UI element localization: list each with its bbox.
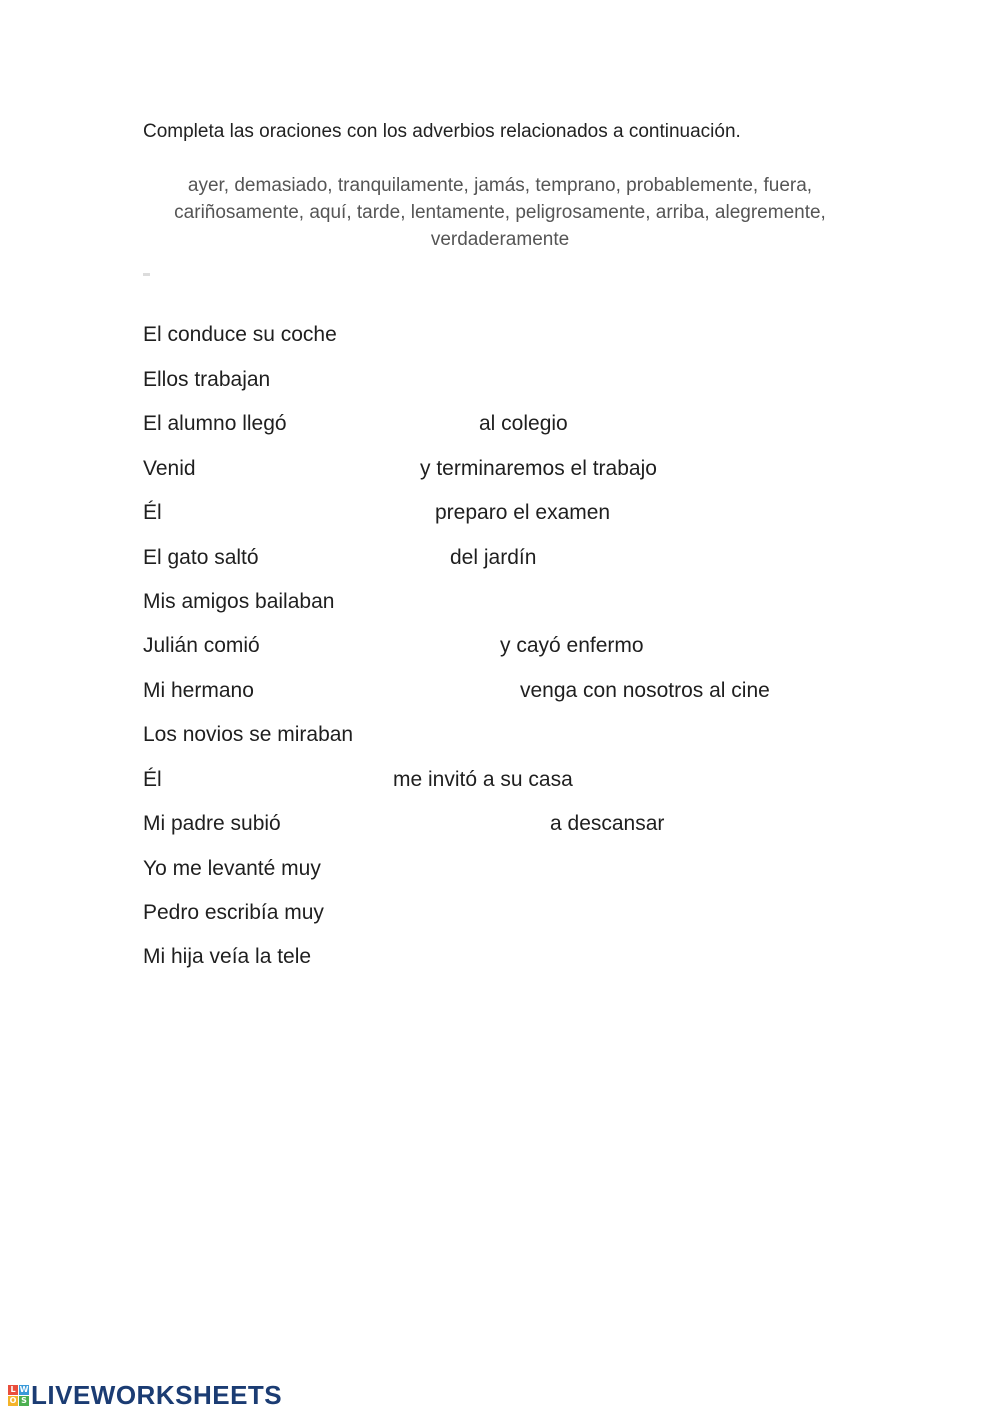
word-bank <box>150 172 850 253</box>
answer-gap[interactable] <box>173 768 385 794</box>
answer-gap[interactable] <box>271 679 511 705</box>
sentence-row <box>143 454 903 484</box>
decorative-mark <box>143 273 150 276</box>
sentence-row <box>143 898 903 928</box>
sentence-row <box>143 587 903 617</box>
sentence-row <box>143 854 903 884</box>
sentence-row <box>143 676 903 706</box>
logo-tile: S <box>19 1396 29 1406</box>
sentence-row <box>143 320 903 350</box>
sentence-row <box>143 498 903 528</box>
sentence-start: Él <box>143 501 162 524</box>
sentence-row <box>143 942 903 972</box>
logo-text: LIVEWORKSHEETS <box>31 1379 283 1410</box>
word-bank-line-1: ayer, demasiado, tranquilamente, jamás, temprano, probablemente, fuera, <box>187 175 813 196</box>
sentence-end: y terminaremos el trabajo <box>420 457 657 480</box>
sentence-start: Mi hermano <box>143 679 254 702</box>
answer-gap[interactable] <box>338 857 582 883</box>
logo-tile: W <box>19 1384 29 1394</box>
sentence-start: Yo me levanté muy <box>143 857 321 880</box>
logo-tiles-icon <box>8 1385 29 1406</box>
sentence-row <box>143 765 903 795</box>
answer-gap[interactable] <box>338 901 582 927</box>
answer-gap[interactable] <box>208 457 412 483</box>
sentence-end: del jardín <box>450 546 537 569</box>
sentence-start: Los novios se miraban <box>143 723 354 746</box>
answer-gap[interactable] <box>271 546 443 572</box>
sentence-start: Venid <box>143 457 196 480</box>
answer-gap[interactable] <box>173 501 427 527</box>
sentence-end: me invitó a su casa <box>393 768 573 791</box>
answer-gap[interactable] <box>343 323 587 349</box>
sentence-start: Ellos trabajan <box>143 368 271 391</box>
sentence-end: y cayó enfermo <box>500 634 644 657</box>
sentence-start: Mi hija veía la tele <box>143 945 312 968</box>
liveworksheets-logo[interactable] <box>8 1380 282 1410</box>
sentence-end: al colegio <box>479 412 568 435</box>
answer-gap[interactable] <box>298 812 542 838</box>
logo-tile: O <box>9 1395 17 1405</box>
sentence-start: Él <box>143 768 162 791</box>
answer-gap[interactable] <box>328 945 572 971</box>
sentence-row <box>143 365 903 395</box>
sentence-row <box>143 409 903 439</box>
sentence-end: preparo el examen <box>435 501 611 524</box>
sentence-start: Pedro escribía muy <box>143 901 324 924</box>
sentence-start: El conduce su coche <box>143 323 337 346</box>
sentence-row <box>143 543 903 573</box>
word-bank-line-3: verdaderamente <box>430 229 570 250</box>
answer-gap[interactable] <box>283 368 527 394</box>
sentence-end: venga con nosotros al cine <box>520 679 770 702</box>
sentence-end: a descansar <box>550 812 665 835</box>
sentence-row <box>143 631 903 661</box>
sentence-start: Mis amigos bailaban <box>143 590 335 613</box>
sentence-start: El gato saltó <box>143 546 259 569</box>
instructions-text: Completa las oraciones con los adverbios relacionados a continuación. <box>143 121 741 142</box>
sentence-row <box>143 720 903 750</box>
answer-gap[interactable] <box>365 723 609 749</box>
sentence-start: Mi padre subió <box>143 812 281 835</box>
answer-gap[interactable] <box>273 634 492 660</box>
sentence-start: Julián comió <box>143 634 260 657</box>
answer-gap[interactable] <box>298 412 472 438</box>
logo-tile: L <box>8 1385 18 1395</box>
answer-gap[interactable] <box>348 590 592 616</box>
sentence-start: El alumno llegó <box>143 412 287 435</box>
word-bank-line-2: cariñosamente, aquí, tarde, lentamente, peligrosamente, arriba, alegremente, <box>174 202 826 223</box>
sentence-row <box>143 809 903 839</box>
